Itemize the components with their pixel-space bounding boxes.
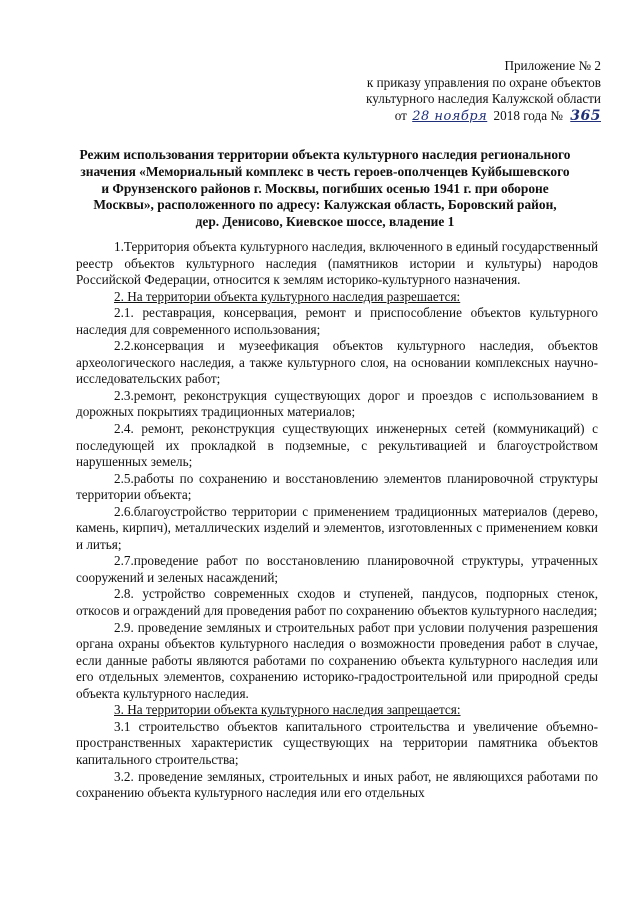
appendix-header bbox=[331, 58, 601, 125]
document-body bbox=[76, 239, 598, 802]
handwritten-date: 28 ноября bbox=[412, 108, 488, 124]
title-line: Режим использования территории объекта культурного наследия регионального bbox=[79, 147, 571, 162]
paragraph-2-1: 2.1. реставрация, консервация, ремонт и приспособление объектов культурного наследия для современного использования; bbox=[76, 305, 598, 337]
paragraph-2-7: 2.7.проведение работ по восстановлению планировочной структуры, утраченных сооружений и зеленых насаждений; bbox=[76, 553, 598, 585]
paragraph-2-8: 2.8. устройство современных сходов и ступеней, пандусов, подпорных стенок, откосов и ограждений для проведения работ по сохранению объектов культурного наследия; bbox=[76, 586, 598, 619]
appendix-number: Приложение № 2 bbox=[504, 58, 601, 73]
order-date-line bbox=[331, 108, 601, 126]
paragraph-2-6: 2.6.благоустройство территории с применением традиционных материалов (дерево, камень, кирпич), металлических изделий и элементов, изготовленных с применением ковки и литья; bbox=[76, 503, 598, 552]
paragraph-2-5: 2.5.работы по сохранению и восстановлению элементов планировочной структуры территории объекта; bbox=[76, 470, 598, 503]
order-reference-line: к приказу управления по охране объектов bbox=[366, 74, 601, 90]
title-line: Москвы», расположенного по адресу: Калужская область, Боровский район, bbox=[93, 197, 557, 213]
paragraph-2-2: 2.2.консервация и музеефикация объектов культурного наследия, объектов археологического наследия, а также культурного слоя, на основании комплексных научно-исследовательских работ; bbox=[76, 338, 598, 387]
paragraph-2-9: 2.9. проведение земляных и строительных работ при условии получения разрешения органа охраны объектов культурного наследия о возможности проведения работ в случае, если данные работы являются работами по сохранению объекта культурного наследия или его отдельных элементов, сохранению историко-градостроительной или природной среды объекта культурного наследия. bbox=[76, 619, 598, 701]
authority-name-line: культурного наследия Калужской области bbox=[366, 91, 601, 107]
paragraph-1: 1.Территория объекта культурного наследия, включенного в единый государственный реестр объектов культурного наследия (памятников истории и культуры) народов Российской Федерации, относится к землям историко-культурного назначения. bbox=[76, 239, 598, 288]
section-2-heading: 2. На территории объекта культурного наследия разрешается: bbox=[114, 288, 461, 304]
title-line: значения «Мемориальный комплекс в честь героев-ополченцев Куйбышевского bbox=[80, 163, 570, 179]
title-line: дер. Денисово, Киевское шоссе, владение 1 bbox=[195, 214, 455, 230]
handwritten-order-number: 365 bbox=[570, 107, 601, 124]
section-3-heading: 3. На территории объекта культурного наследия запрещается: bbox=[114, 702, 461, 718]
year-label: 2018 года № bbox=[493, 107, 563, 123]
paragraph-2-3: 2.3.ремонт, реконструкция существующих дорог и проездов с использованием в дорожных покрытиях традиционных материалов; bbox=[76, 387, 598, 420]
from-label: от bbox=[394, 107, 407, 123]
title-line: и Фрунзенского районов г. Москвы, погибших осенью 1941 г. при обороне bbox=[101, 180, 549, 196]
paragraph-3-2: 3.2. проведение земляных, строительных и иных работ, не являющихся работами по сохранению объекта культурного наследия или его отдельных bbox=[76, 768, 598, 801]
document-title bbox=[60, 147, 590, 231]
paragraph-3-1: 3.1 строительство объектов капитального строительства и увеличение объемно-пространственных характеристик существующих на территории памятника объектов капитального строительства; bbox=[76, 718, 598, 767]
paragraph-2-4: 2.4. ремонт, реконструкция существующих инженерных сетей (коммуникаций) с последующей их прокладкой в подземные, с рекультивацией и благоустройством нарушенных земель; bbox=[76, 421, 598, 470]
